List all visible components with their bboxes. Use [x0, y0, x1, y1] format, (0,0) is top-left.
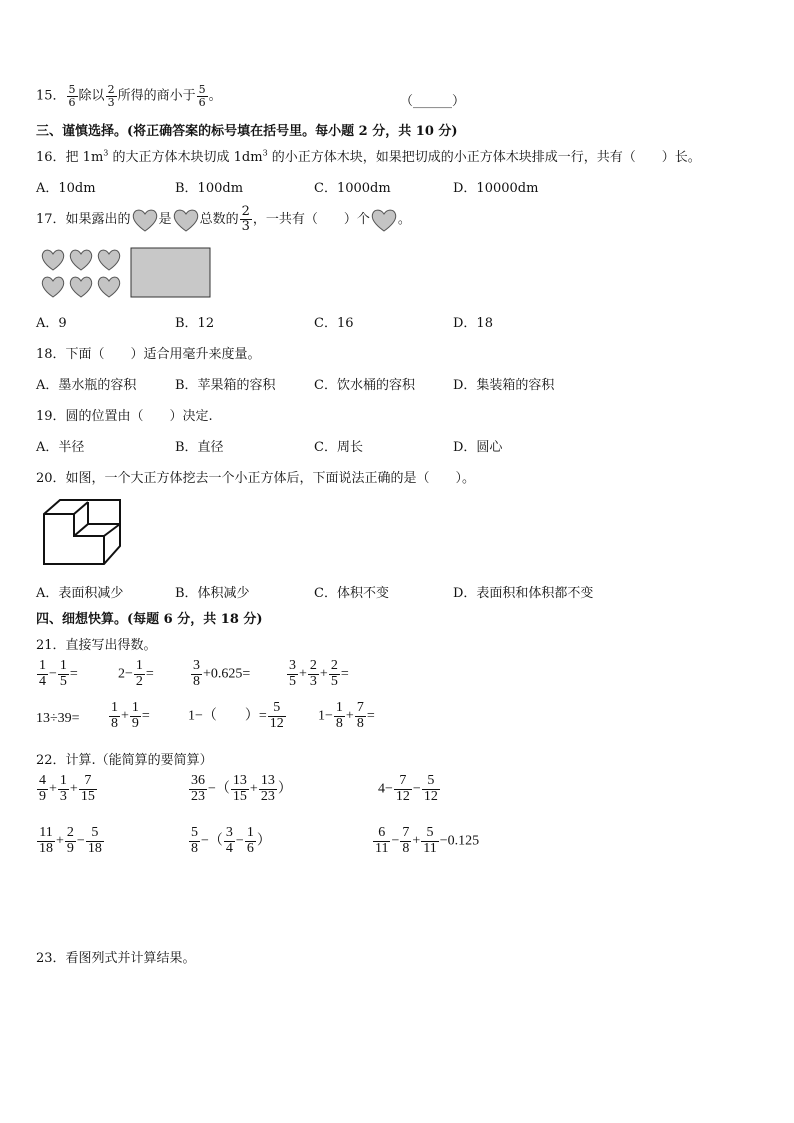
heart-icon [70, 277, 91, 297]
expr-21-2: 2− $\frac{1}{2}$ = [118, 658, 154, 689]
question-15: 15． $\frac{5}{6}$ 除以 $\frac{2}{3}$ 所得的商小于 $\frac{5}{6}$ 。 [36, 83, 222, 109]
heart-icon [131, 206, 159, 234]
calc-22-2: $\frac{36}{23}$ −（ $\frac{13}{15}$ + $\frac{13}{23}$ ） [191, 773, 292, 804]
q19-option-d[interactable]: D．圆心 [453, 440, 503, 455]
fraction: $\frac{5}{6}$ [68, 83, 76, 109]
expr-21-3: $\frac{3}{8}$ +0.625= [193, 658, 251, 689]
heart-icon [98, 250, 119, 270]
q19-option-a[interactable]: A．半径 [36, 440, 85, 455]
fraction: $\frac{5}{6}$ [198, 83, 206, 109]
heart-icon [172, 206, 200, 234]
q16-option-c[interactable]: C．1000dm [314, 181, 391, 196]
heart-icon [98, 277, 119, 297]
q20-option-b[interactable]: B．体积减少 [175, 586, 250, 601]
q18-option-c[interactable]: C．饮水桶的容积 [314, 378, 415, 393]
q17-option-a[interactable]: A．9 [36, 316, 67, 331]
question-22: 22．计算.（能简算的要简算） [36, 753, 213, 768]
expr-21-6: $\frac{1}{8}$ + $\frac{1}{9}$ = [111, 700, 150, 731]
q16-option-b[interactable]: B．100dm [175, 181, 244, 196]
expr-21-1: $\frac{1}{4}$ − $\frac{1}{5}$ = [39, 658, 78, 689]
q17-option-c[interactable]: C．16 [314, 316, 354, 331]
calc-22-3: 4− $\frac{7}{12}$ − $\frac{5}{12}$ [378, 773, 438, 804]
question-19: 19．圆的位置由（ ）决定. [36, 409, 213, 424]
q18-option-b[interactable]: B．苹果箱的容积 [175, 378, 276, 393]
section-3-heading: 三、谨慎选择。(将正确答案的标号填在括号里。每小题 2 分，共 10 分) [36, 124, 458, 139]
calc-22-6: $\frac{6}{11}$ − $\frac{7}{8}$ + $\frac{5}{11}$ −0.125 [375, 825, 480, 856]
calc-22-5: $\frac{5}{8}$ −（ $\frac{3}{4}$ − $\frac{1}{6}$ ） [191, 825, 271, 856]
q16-option-d[interactable]: D．10000dm [453, 181, 539, 196]
expr-21-5: 13÷39= [36, 711, 80, 726]
calc-22-1: $\frac{4}{9}$ + $\frac{1}{3}$ + $\frac{7}{15}$ [39, 773, 95, 804]
heart-icon [370, 206, 398, 234]
question-20: 20．如图，一个大正方体挖去一个小正方体后，下面说法正确的是（ ）。 [36, 471, 476, 486]
heart-icon [42, 250, 63, 270]
q18-option-a[interactable]: A．墨水瓶的容积 [36, 378, 137, 393]
fraction: $\frac{2}{3}$ [241, 204, 250, 234]
q20-option-a[interactable]: A．表面积减少 [36, 586, 124, 601]
cube-cutout-figure [40, 496, 124, 568]
expr-21-4: $\frac{3}{5}$ + $\frac{2}{3}$ + $\frac{2}{5}$ = [289, 658, 349, 689]
expr-21-7: 1−（ ）= $\frac{5}{12}$ [188, 700, 284, 731]
answer-blank[interactable]: （______） [400, 94, 466, 109]
expr-21-8: 1− $\frac{1}{8}$ + $\frac{7}{8}$ = [318, 700, 375, 731]
q19-option-b[interactable]: B．直径 [175, 440, 224, 455]
section-4-heading: 四、细想快算。(每题 6 分，共 18 分) [36, 612, 263, 627]
q20-option-d[interactable]: D．表面积和体积都不变 [453, 586, 594, 601]
fraction: $\frac{2}{3}$ [107, 83, 115, 109]
hearts-figure [40, 246, 215, 300]
question-21: 21．直接写出得数。 [36, 638, 157, 653]
question-17: 17．如果露出的 是 总数的 $\frac{2}{3}$ ，一共有（ ）个 。 [36, 204, 411, 234]
calc-22-4: $\frac{11}{18}$ + $\frac{2}{9}$ − $\frac{5}{18}$ [39, 825, 102, 856]
q17-option-d[interactable]: D．18 [453, 316, 493, 331]
covered-box [131, 248, 210, 297]
q17-option-b[interactable]: B．12 [175, 316, 215, 331]
question-23: 23．看图列式并计算结果。 [36, 951, 196, 966]
heart-icon [70, 250, 91, 270]
q20-option-c[interactable]: C．体积不变 [314, 586, 389, 601]
q16-option-a[interactable]: A．10dm [36, 181, 96, 196]
q19-option-c[interactable]: C．周长 [314, 440, 363, 455]
q18-option-d[interactable]: D．集装箱的容积 [453, 378, 555, 393]
question-18: 18．下面（ ）适合用毫升来度量。 [36, 347, 261, 362]
question-16: 16．把 $1m^3$ 的大正方体木块切成 $1dm^3$ 的小正方体木块，如果把切成的小正方体木块排成一行，共有（ ）长。 [36, 148, 701, 165]
heart-icon [42, 277, 63, 297]
